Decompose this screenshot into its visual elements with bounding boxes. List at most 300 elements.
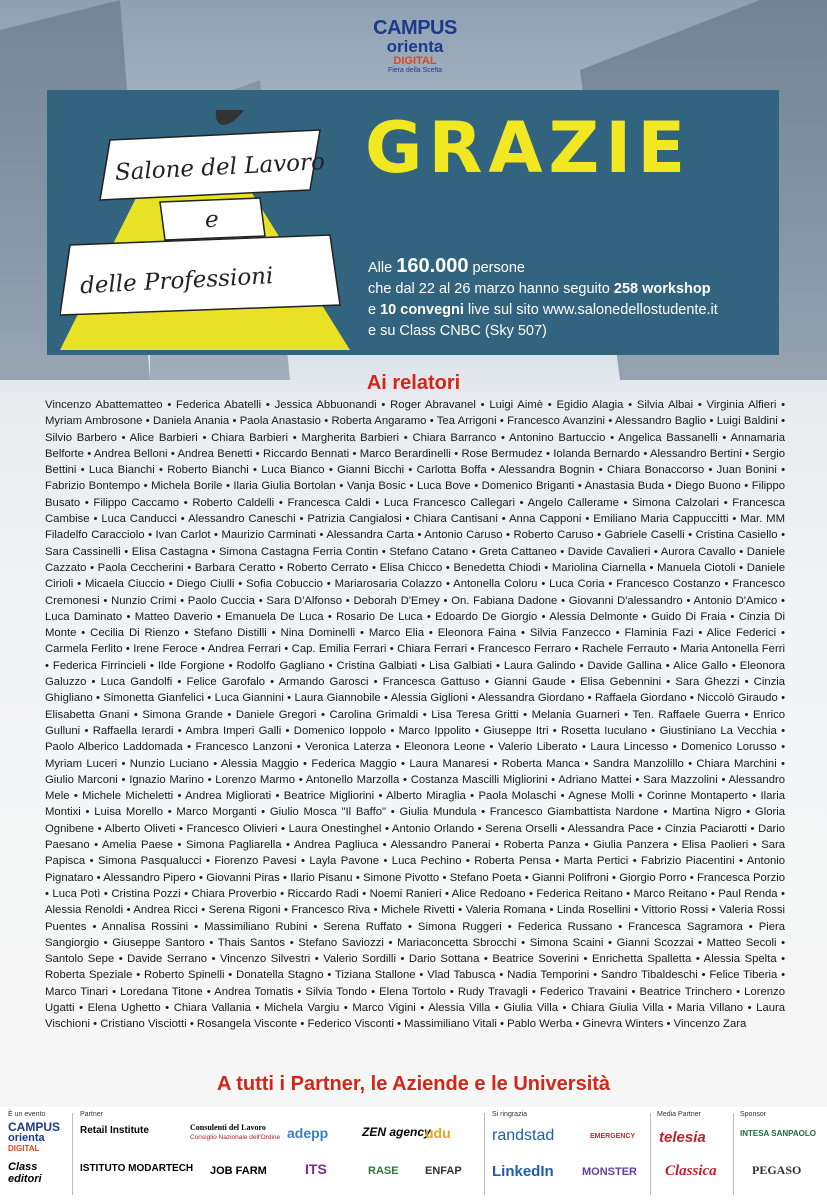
separator-dot: •	[203, 773, 216, 786]
separator-dot: •	[706, 415, 717, 428]
speaker-name: Ilde Forgione	[157, 659, 225, 672]
speaker-name: Federico Travaini	[539, 985, 628, 998]
speakers-list	[45, 397, 785, 1033]
speaker-name: Silvia Fanzecco	[529, 627, 611, 640]
separator-dot: •	[204, 936, 218, 949]
separator-dot: •	[547, 773, 559, 786]
separator-dot: •	[339, 1001, 353, 1014]
speaker-name: Vincenzo Zara	[673, 1018, 747, 1031]
separator-dot: •	[73, 578, 85, 591]
separator-dot: •	[475, 399, 490, 411]
speaker-name: Felice Tiberia	[709, 969, 778, 982]
speaker-name: Luisa Morello	[94, 806, 163, 819]
separator-dot: •	[605, 415, 615, 428]
separator-dot: •	[281, 839, 294, 852]
separator-dot: •	[684, 529, 696, 542]
separator-dot: •	[739, 676, 754, 689]
speaker-name: Lisa Teresa Gritti	[431, 708, 519, 721]
speaker-name: Sara Papisca	[45, 839, 786, 868]
speaker-name: Daniele Cazzato	[45, 545, 786, 574]
separator-dot: •	[608, 871, 620, 884]
speaker-name: Roberto Spinelli	[144, 969, 225, 982]
separator-dot: •	[254, 594, 267, 607]
speaker-name: Simona Calzolari	[632, 496, 720, 509]
separator-dot: •	[543, 399, 557, 411]
speaker-name: Alessandra Carta	[326, 529, 414, 542]
speaker-name: Annalisa Rossini	[101, 920, 189, 933]
speaker-name: Alberto Oliveti	[104, 822, 176, 835]
speaker-name: Francesco Olivieri	[186, 822, 278, 835]
separator-dot: •	[386, 806, 400, 819]
speaker-name: Chiara Proverbio	[191, 887, 277, 900]
speaker-name: Roger Abravanel	[390, 399, 476, 411]
separator-dot: •	[292, 741, 306, 754]
speaker-name: Gloria Ognibene	[45, 806, 786, 835]
speaker-name: Giorgio Porro	[619, 871, 687, 884]
separator-dot: •	[368, 561, 380, 574]
separator-dot: •	[172, 676, 187, 689]
separator-dot: •	[212, 610, 226, 623]
separator-dot: •	[201, 855, 215, 868]
separator-dot: •	[176, 594, 188, 607]
separator-dot: •	[740, 480, 752, 493]
speaker-name: Simona Pagliarella	[185, 839, 282, 852]
sponsor-logo: MONSTER	[582, 1166, 637, 1178]
separator-dot: •	[618, 496, 633, 509]
speaker-name: Paola Molaschi	[478, 790, 557, 803]
speaker-name: Chiara Marchini	[696, 757, 777, 770]
speaker-name: Francesco Giambattista Nardone	[489, 806, 659, 819]
speaker-name: Francesca Caldi	[287, 496, 371, 509]
separator-dot: •	[261, 399, 275, 411]
separator-dot: •	[741, 447, 753, 460]
separator-dot: •	[380, 692, 391, 705]
speaker-name: Nunzio Crimi	[111, 594, 177, 607]
separator-dot: •	[76, 464, 89, 477]
speaker-name: Virginia Alfieri	[706, 399, 777, 411]
separator-dot: •	[741, 806, 755, 819]
speaker-name: Mariaconcetta Sbrocchi	[397, 936, 517, 949]
speaker-name: Mariarosaria Colazzo	[334, 578, 443, 591]
speaker-name: Alice Barbieri	[129, 431, 198, 444]
separator-dot: •	[776, 399, 786, 411]
speaker-name: Marco Elia	[368, 627, 424, 640]
speaker-name: Giuseppe Itri	[483, 724, 549, 737]
speaker-name: Roberto Cerrato	[286, 561, 369, 574]
speaker-name: Rose Bermudez	[461, 447, 543, 460]
speaker-name: Luca Francesco Callegari	[383, 496, 515, 509]
separator-dot: •	[719, 496, 733, 509]
separator-dot: •	[99, 594, 112, 607]
separator-dot: •	[605, 431, 619, 444]
separator-dot: •	[514, 496, 528, 509]
separator-dot: •	[516, 936, 530, 949]
speaker-name: Ilaria Giulia Bortolan	[233, 480, 336, 493]
speaker-name: Simona Castagna Ferria Contin	[219, 545, 379, 558]
speaker-name: Maria Antonella Ferri	[680, 643, 785, 656]
separator-dot: •	[476, 806, 490, 819]
media-logo: telesia	[659, 1129, 706, 1146]
speaker-name: Giulio Marconi	[45, 773, 118, 786]
speaker-name: Alessandra Bognin	[498, 464, 595, 477]
separator-dot: •	[577, 741, 591, 754]
separator-dot: •	[324, 659, 337, 672]
separator-dot: •	[298, 757, 312, 770]
separator-dot: •	[154, 464, 168, 477]
speaker-name: Luca Daminato	[45, 610, 123, 623]
separator-dot: •	[740, 708, 754, 721]
speaker-name: Fabrizio Piacentini	[641, 855, 735, 868]
separator-dot: •	[76, 627, 91, 640]
speaker-name: Simonetta Gianfelici	[103, 692, 204, 705]
separator-dot: •	[395, 953, 409, 966]
separator-dot: •	[335, 480, 347, 493]
speaker-name: Micaela Ciuccio	[84, 578, 165, 591]
separator-dot: •	[386, 724, 399, 737]
separator-dot: •	[368, 676, 383, 689]
sponsor-footer	[0, 1107, 827, 1200]
separator-dot: •	[581, 513, 594, 526]
speaker-name: Corinne Montaperto	[646, 790, 748, 803]
partner-logo: ITS	[305, 1161, 327, 1177]
separator-dot: •	[650, 545, 661, 558]
speaker-name: Luca Potì	[52, 887, 101, 900]
separator-dot: •	[742, 920, 759, 933]
separator-dot: •	[580, 839, 594, 852]
separator-dot: •	[777, 969, 786, 982]
separator-dot: •	[183, 561, 195, 574]
separator-dot: •	[445, 985, 458, 998]
speaker-name: Daniele Cirioli	[45, 561, 786, 591]
separator-dot: •	[485, 741, 498, 754]
sponsor-logo: randstad	[492, 1127, 555, 1144]
separator-dot: •	[182, 741, 196, 754]
partner-logo: ENFAP	[425, 1165, 462, 1177]
speaker-name: Adriano Mattei	[558, 773, 632, 786]
speaker-name: Luigi Aimè	[489, 399, 544, 411]
separator-dot: •	[265, 676, 279, 689]
separator-dot: •	[776, 936, 786, 949]
separator-dot: •	[132, 969, 145, 982]
speaker-name: Andrea Belloni	[93, 447, 168, 460]
separator-dot: •	[208, 757, 221, 770]
separator-dot: •	[542, 447, 554, 460]
separator-dot: •	[663, 1018, 674, 1031]
speaker-name: On. Fabiana Dadone	[451, 594, 558, 607]
speaker-name: Chiara Barbieri	[211, 431, 289, 444]
speaker-name: Emiliano Maria Cappuccitti	[593, 513, 729, 526]
speaker-name: Alessia Spelta	[703, 953, 777, 966]
speaker-name: Sara Ghezzi	[675, 676, 740, 689]
separator-dot: •	[604, 578, 617, 591]
separator-dot: •	[288, 431, 302, 444]
separator-dot: •	[418, 708, 432, 721]
speaker-name: Piera Sangiorgio	[45, 920, 786, 949]
speaker-name: Sandra Manzolillo	[592, 757, 684, 770]
speaker-name: Diego Buono	[675, 480, 741, 493]
speaker-name: Alessia Giglioni	[390, 692, 469, 705]
speaker-name: Valeria Rossi Puentes	[45, 904, 786, 933]
speaker-name: Stefano Poeta	[449, 871, 522, 884]
separator-dot: •	[80, 724, 93, 737]
speaker-name: Costanza Mascilli Migliorini	[410, 773, 548, 786]
separator-dot: •	[122, 643, 134, 656]
separator-dot: •	[179, 496, 193, 509]
separator-dot: •	[99, 936, 113, 949]
speaker-name: Gianni Polifroni	[531, 871, 609, 884]
separator-dot: •	[502, 529, 514, 542]
speaker-name: Donatella Stagno	[236, 969, 324, 982]
separator-dot: •	[489, 757, 502, 770]
sponsor-logo: INTESA SANPAOLO	[740, 1129, 817, 1138]
speaker-name: Elena Tortolo	[379, 985, 446, 998]
speaker-name: Alice Redoano	[451, 887, 526, 900]
separator-dot: •	[707, 887, 719, 900]
speaker-name: Flaminia Fazi	[624, 627, 694, 640]
separator-dot: •	[85, 855, 98, 868]
speaker-name: Thais Santos	[217, 936, 286, 949]
separator-dot: •	[320, 415, 332, 428]
partner-logo: ISTITUTO MODARTECH	[80, 1163, 194, 1174]
separator-dot: •	[90, 1018, 101, 1031]
speaker-name: Filippo Busato	[45, 480, 786, 509]
separator-dot: •	[114, 953, 128, 966]
partner-logo: Retail Institute	[80, 1125, 149, 1136]
speaker-name: Irene Feroce	[133, 643, 198, 656]
separator-dot: •	[424, 627, 438, 640]
speaker-name: Silvio Barbero	[45, 431, 117, 444]
speaker-name: Cristiano Visciotti	[100, 1018, 187, 1031]
speaker-name: Roberto Caldelli	[192, 496, 275, 509]
partner-logo: Consiglio Nazionale dell'Ordine	[190, 1134, 281, 1141]
separator-dot: •	[661, 676, 676, 689]
speaker-name: Silvia Tondo	[305, 985, 368, 998]
speaker-name: Noemi Ranieri	[369, 887, 442, 900]
stats-text: Alle 160.000 persone che dal 22 al 26 marzo hanno seguito 258 workshop e 10 convegni live sul sito www.salonedellostudente.it e su Class CNBC (Sky 507)	[368, 255, 718, 339]
separator-dot: •	[144, 529, 156, 542]
separator-dot: •	[123, 904, 134, 917]
speaker-name: Elisa Chicco	[379, 561, 443, 574]
separator-dot: •	[266, 627, 281, 640]
separator-dot: •	[619, 708, 633, 721]
speaker-name: Lorenzo Ugatti	[45, 985, 785, 1014]
separator-dot: •	[527, 985, 540, 998]
speaker-name: Alessandra Giordano	[478, 692, 585, 705]
separator-dot: •	[355, 627, 369, 640]
separator-dot: •	[501, 920, 518, 933]
separator-dot: •	[623, 399, 637, 411]
speaker-name: Ten. Raffaele Guerra	[632, 708, 740, 721]
speaker-name: Alessandro Baglio	[614, 415, 707, 428]
speaker-name: Alessia Maggio	[220, 757, 299, 770]
evento-column: È un evento CAMPUS orienta DIGITAL Class editori	[8, 1111, 68, 1185]
separator-dot: •	[80, 496, 94, 509]
media-column: Media Partner telesia Classica	[657, 1111, 717, 1179]
speaker-name: Francesca Gattuso	[382, 676, 481, 689]
separator-dot: •	[480, 676, 495, 689]
speaker-name: Beatrice Trinchero	[639, 985, 733, 998]
speaker-name: Simone Pivotto	[363, 871, 440, 884]
speaker-name: Loredana Titone	[120, 985, 203, 998]
speaker-name: Carolina Grimaldi	[329, 708, 419, 721]
separator-dot: •	[521, 871, 532, 884]
speaker-name: Fiorenzo Pavesi	[214, 855, 297, 868]
speaker-name: Amelia Paese	[101, 839, 174, 852]
speaker-name: Antonio Orlando	[391, 822, 475, 835]
separator-dot: •	[557, 594, 569, 607]
speaker-name: Stefano Catano	[389, 545, 469, 558]
separator-dot: •	[167, 447, 178, 460]
separator-dot: •	[537, 578, 550, 591]
speaker-name: Michele Rivetti	[380, 904, 455, 917]
speaker-name: Giulia Mundula	[399, 806, 477, 819]
speaker-name: Giulia Panzera	[593, 839, 669, 852]
speaker-name: Tiziana Stallone	[334, 969, 416, 982]
speaker-name: Francesca Porzio	[697, 871, 786, 884]
speaker-name: Rachele Ferrauto	[581, 643, 670, 656]
speaker-name: Veronica Laterza	[305, 741, 392, 754]
speaker-name: Ilaria Montixi	[45, 790, 786, 819]
partners-title: A tutti i Partner, le Aziende e le Università	[216, 1073, 611, 1095]
separator-dot: •	[86, 676, 101, 689]
separator-dot: •	[322, 578, 335, 591]
separator-dot: •	[316, 529, 327, 542]
speaker-name: Francesco Avanzini	[507, 415, 606, 428]
separator-dot: •	[401, 920, 418, 933]
speaker-name: Beatrice Migliorini	[283, 790, 375, 803]
speaker-name: Carlotta Boffa	[416, 464, 487, 477]
separator-dot: •	[271, 790, 284, 803]
speaker-name: Luca Pechino	[391, 855, 462, 868]
separator-dot: •	[776, 627, 785, 640]
separator-dot: •	[80, 806, 95, 819]
separator-dot: •	[45, 887, 53, 900]
speaker-name: Lorenzo Marmo	[215, 773, 295, 786]
separator-dot: •	[93, 871, 104, 884]
speaker-name: Eleonora Galuzzo	[45, 659, 786, 689]
speaker-name: Alessandro Bertini	[649, 447, 742, 460]
separator-dot: •	[663, 1001, 677, 1014]
speaker-name: Federica Firrincieli	[52, 659, 147, 672]
speaker-name: Laura Vischioni	[45, 1001, 786, 1031]
speaker-name: Antonella Coloru	[453, 578, 538, 591]
separator-dot: •	[720, 578, 733, 591]
separator-dot: •	[401, 513, 414, 526]
speaker-name: Jessica Abbuonandi	[274, 399, 377, 411]
speaker-name: Nunzio Luciano	[129, 757, 209, 770]
separator-dot: •	[176, 513, 189, 526]
separator-dot: •	[173, 839, 186, 852]
separator-dot: •	[465, 790, 479, 803]
speaker-name: Chiara Giulia Villa	[571, 1001, 664, 1014]
separator-dot: •	[173, 790, 186, 803]
speaker-name: Andrea Tomatis	[214, 985, 294, 998]
separator-dot: •	[296, 855, 310, 868]
speaker-name: Raffaella Ierardi	[92, 724, 174, 737]
separator-dot: •	[180, 887, 192, 900]
separator-dot: •	[202, 985, 215, 998]
speaker-name: Egidio Alagia	[556, 399, 624, 411]
separator-dot: •	[610, 627, 625, 640]
speaker-name: Massimiliano Vitali	[404, 1018, 497, 1031]
separator-dot: •	[295, 513, 308, 526]
speaker-name: Edoardo De Giorgio	[435, 610, 538, 623]
speaker-name: Stefano Saviozzi	[298, 936, 384, 949]
separator-dot: •	[370, 904, 381, 917]
separator-dot: •	[546, 904, 557, 917]
separator-dot: •	[516, 627, 530, 640]
speaker-name: Serena Orselli	[485, 822, 558, 835]
speaker-name: Cecilia Di Rienzo	[90, 627, 180, 640]
separator-dot: •	[461, 855, 475, 868]
partner-logo: Consulenti del Lavoro	[190, 1123, 266, 1132]
speaker-name: Serena Ruffato	[323, 920, 402, 933]
speaker-name: Sara D'Alfonso	[266, 594, 343, 607]
speaker-name: Valerio Liberato	[497, 741, 578, 754]
speaker-name: Roberto Caruso	[513, 529, 594, 542]
sponsor-column: Sponsor INTESA SANPAOLO PEGASO	[740, 1111, 817, 1177]
speaker-name: Roberta Manca	[501, 757, 581, 770]
separator-dot: •	[234, 578, 247, 591]
separator-dot: •	[470, 480, 482, 493]
speaker-name: Federica Abatelli	[176, 399, 262, 411]
partner-logo: RASE	[368, 1165, 399, 1177]
separator-dot: •	[122, 610, 135, 623]
separator-dot: •	[374, 790, 387, 803]
separator-dot: •	[120, 545, 132, 558]
speaker-name: Cinzia Ghigliano	[45, 676, 786, 705]
speaker-name: Sara Cassinelli	[45, 545, 121, 558]
speaker-name: Niccolò Giraudo	[697, 692, 778, 705]
speaker-name: Marco Vigini	[352, 1001, 416, 1014]
separator-dot: •	[727, 659, 740, 672]
separator-dot: •	[297, 1018, 308, 1031]
separator-dot: •	[164, 578, 177, 591]
speaker-name: Simona Pasqualucci	[97, 855, 202, 868]
speaker-name: Cinzia Paciarotti	[664, 822, 747, 835]
separator-dot: •	[708, 904, 720, 917]
separator-dot: •	[294, 773, 306, 786]
headline: GRAZIE	[365, 107, 692, 189]
speaker-name: Vittorio Rossi	[641, 904, 709, 917]
speaker-name: Antonio Pignataro	[45, 855, 786, 884]
separator-dot: •	[396, 757, 410, 770]
separator-dot: •	[668, 741, 682, 754]
speaker-name: Elisa Gebennini	[580, 676, 662, 689]
speaker-name: Maria Villano	[676, 1001, 744, 1014]
speaker-name: Dario Paesano	[45, 822, 786, 852]
separator-dot: •	[406, 480, 417, 493]
separator-dot: •	[603, 936, 617, 949]
separator-dot: •	[210, 529, 222, 542]
speaker-name: Filippo Caccamo	[93, 496, 180, 509]
speaker-name: Mariolina Ciarnella	[551, 561, 646, 574]
separator-dot: •	[129, 708, 143, 721]
separator-dot: •	[442, 561, 454, 574]
speaker-name: Roberta Panza	[503, 839, 581, 852]
speaker-name: Anna Capponi	[509, 513, 582, 526]
separator-dot: •	[277, 822, 289, 835]
separator-dot: •	[704, 464, 717, 477]
separator-dot: •	[686, 692, 698, 705]
separator-dot: •	[496, 1018, 508, 1031]
salone-banner-graphic	[60, 110, 350, 350]
separator-dot: •	[467, 643, 478, 656]
speaker-name: Santolo Sepe	[45, 953, 115, 966]
separator-dot: •	[442, 578, 454, 591]
speaker-name: Pablo Werba	[507, 1018, 573, 1031]
separator-dot: •	[691, 953, 704, 966]
